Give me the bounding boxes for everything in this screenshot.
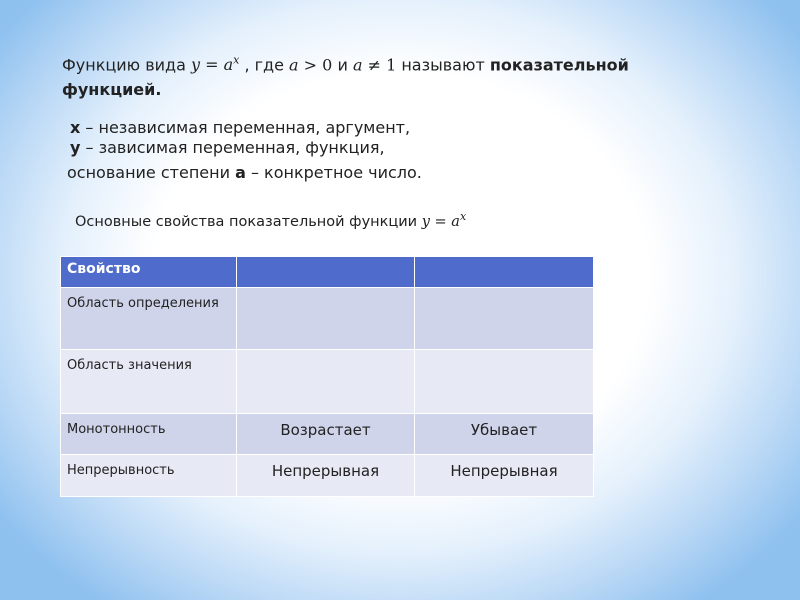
intro-bold-word: показательной <box>489 55 629 75</box>
row-value <box>237 288 415 350</box>
intro-text-where: , где <box>239 55 290 75</box>
definition-x: x – независимая переменная, аргумент, <box>70 118 411 137</box>
properties-heading: Основные свойства показательной функции $y = a^x$ <box>75 210 467 230</box>
base-variable: a <box>235 163 246 182</box>
row-value <box>415 350 594 414</box>
intro-text-called: называют <box>396 55 490 75</box>
heading-formula: $y = a^x$ <box>421 210 467 230</box>
row-label: Область значения <box>61 350 237 414</box>
row-value: Убывает <box>415 414 594 455</box>
definition-y: y – зависимая переменная, функция, <box>70 138 385 157</box>
row-label: Непрерывность <box>61 455 237 497</box>
row-value: Возрастает <box>237 414 415 455</box>
row-value <box>237 350 415 414</box>
table-row <box>61 455 594 497</box>
row-value: Непрерывная <box>415 455 594 497</box>
properties-table <box>60 256 594 497</box>
intro-text-and: и <box>332 55 353 75</box>
table-row <box>61 288 594 350</box>
y-variable: y <box>70 138 81 157</box>
intro-line-2: функцией. <box>62 80 162 99</box>
header-cell-2 <box>237 257 415 288</box>
header-cell-property: Свойство <box>61 257 237 288</box>
x-variable: x <box>70 118 81 137</box>
intro-formula: $y = a^x$ <box>191 54 240 75</box>
condition-2: a ≠ 1 <box>352 55 397 75</box>
table-row <box>61 414 594 455</box>
intro-text-before: Функцию вида <box>62 55 191 75</box>
condition-1: a > 0 <box>289 55 333 75</box>
row-value: Непрерывная <box>237 455 415 497</box>
row-label: Область определения <box>61 288 237 350</box>
definition-base: основание степени a – конкретное число. <box>67 163 422 182</box>
header-cell-3 <box>415 257 594 288</box>
row-label: Монотонность <box>61 414 237 455</box>
table-header-row <box>61 257 594 288</box>
row-value <box>415 288 594 350</box>
table-row <box>61 350 594 414</box>
intro-line-1 <box>62 54 629 74</box>
